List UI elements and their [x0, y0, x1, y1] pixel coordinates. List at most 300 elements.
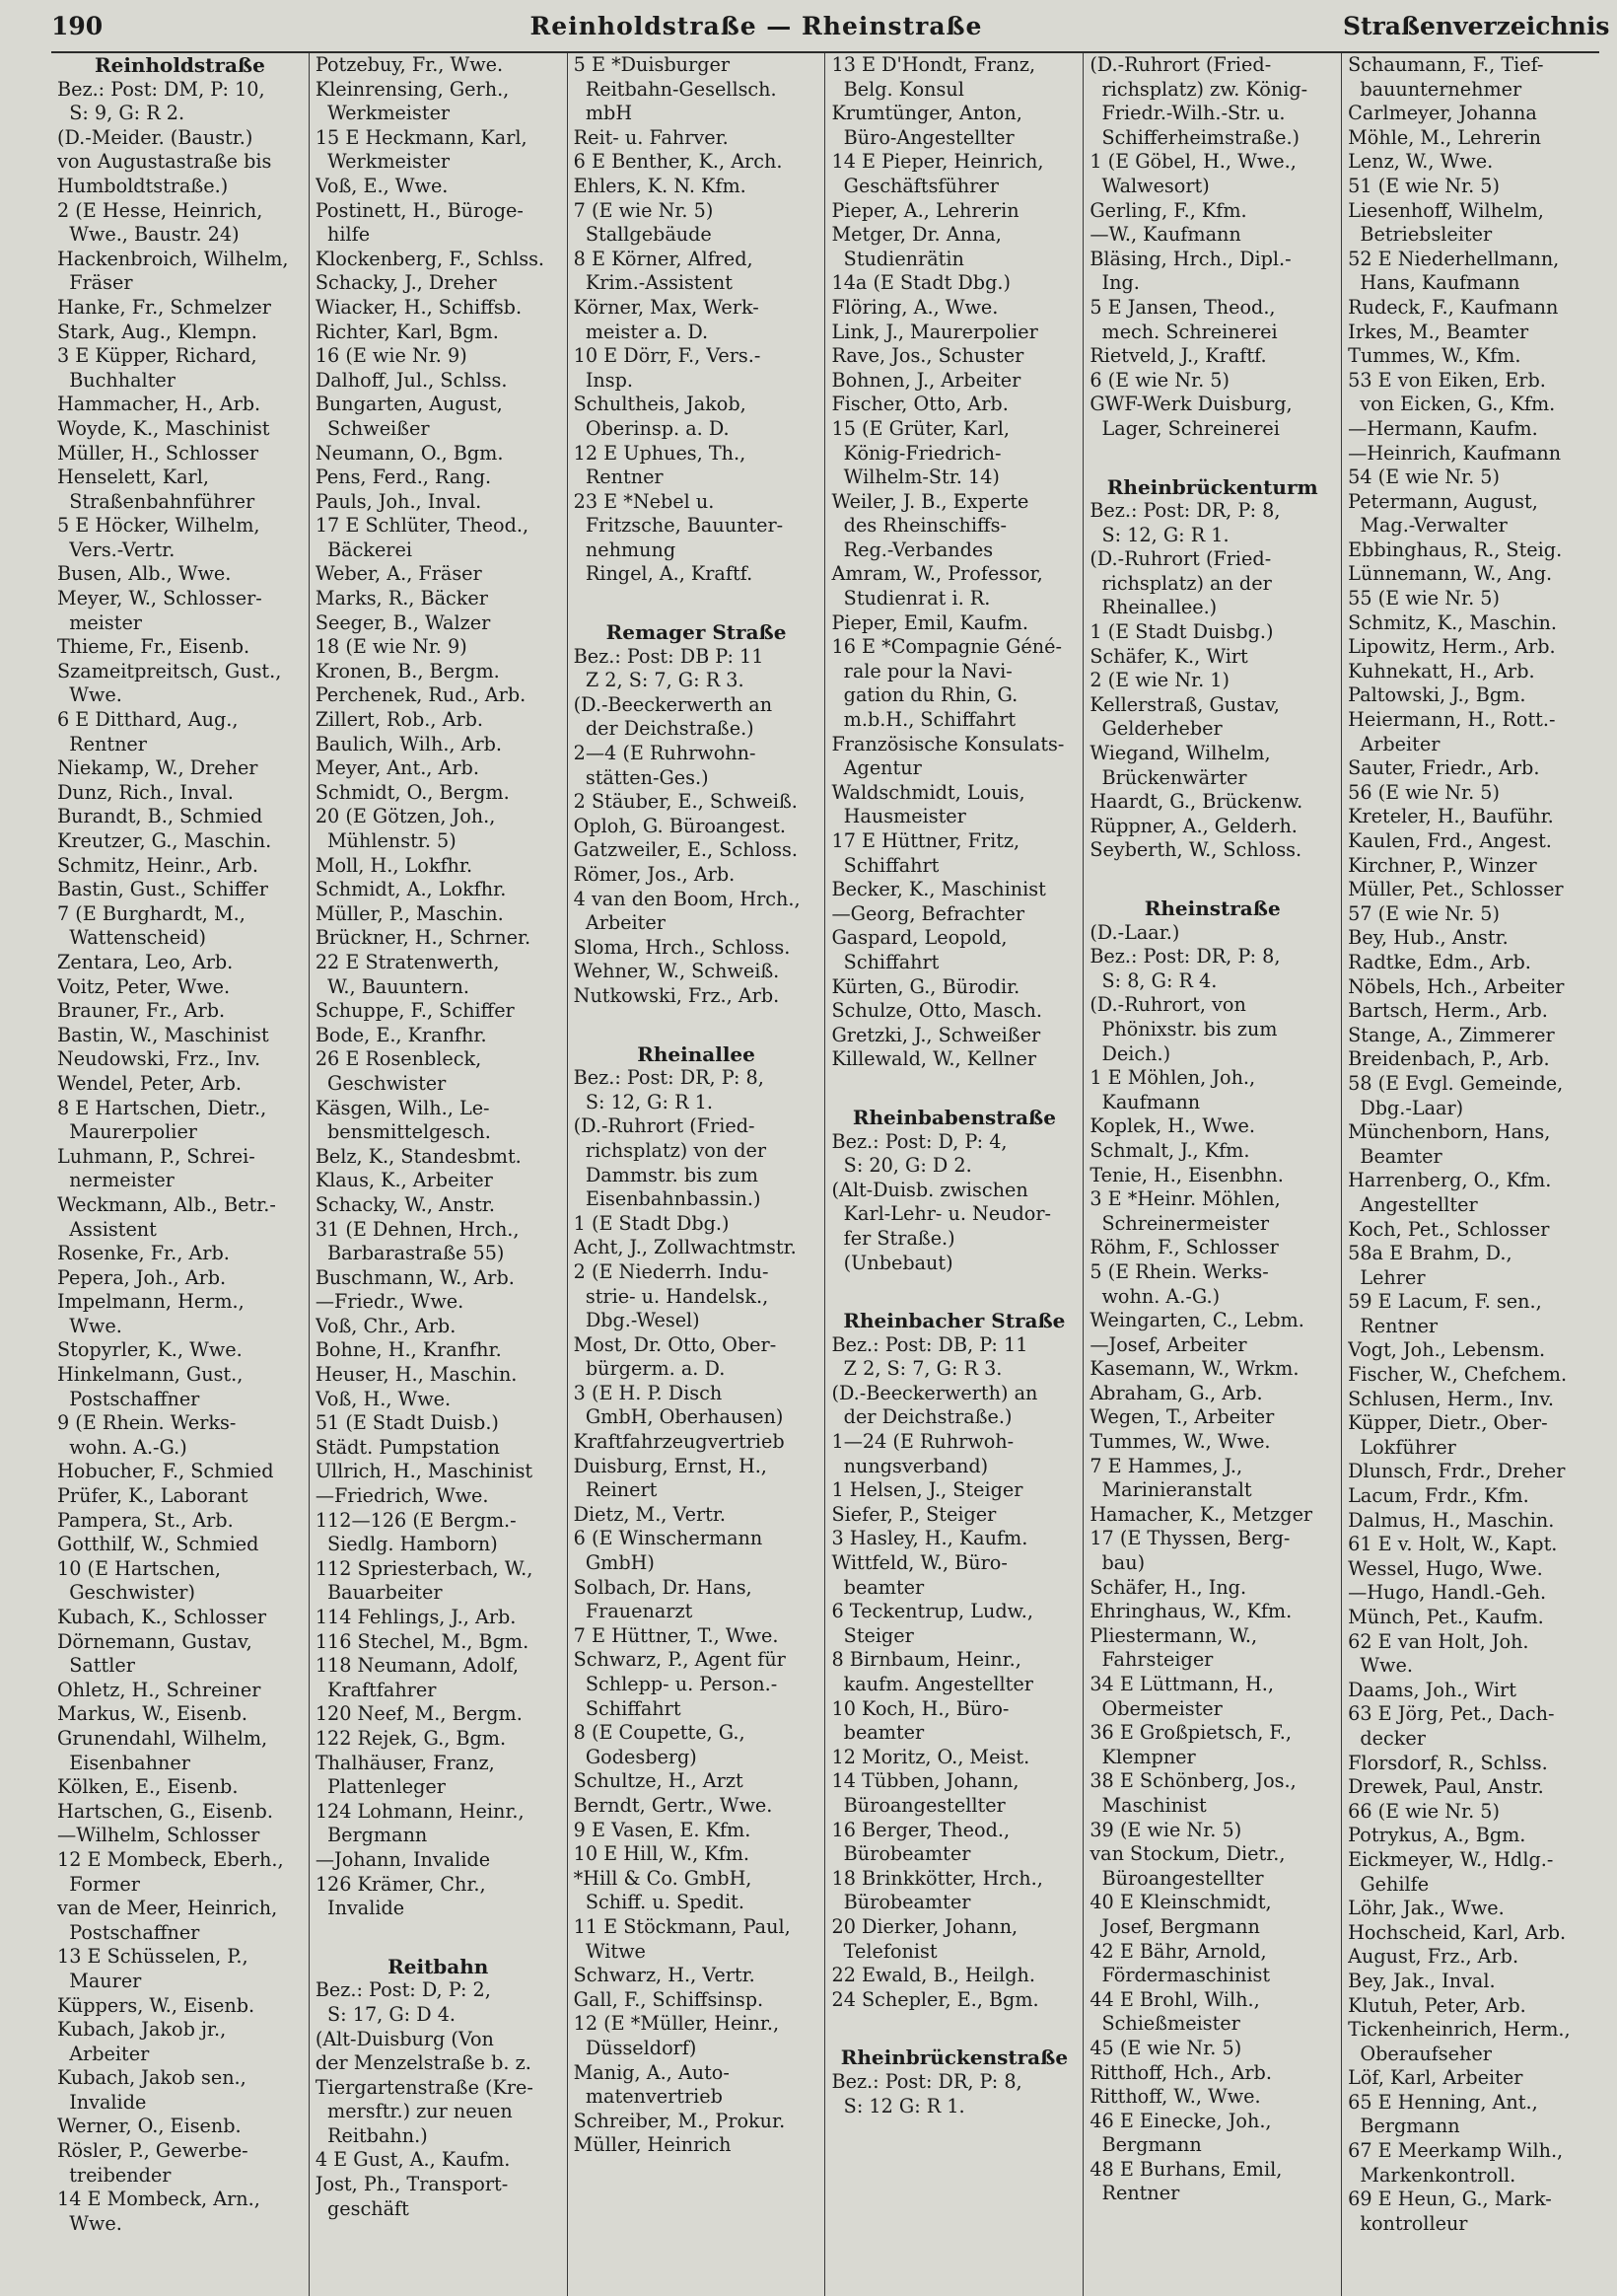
entry-line: von Eicken, G., Kfm. — [1348, 393, 1556, 416]
entry-line: matenvertrieb — [573, 2085, 723, 2109]
entry-line: Rentner — [1090, 2182, 1180, 2205]
entry-line: Richter, Karl, Bgm. — [315, 320, 499, 343]
entry-line: Kubach, K., Schlosser — [57, 1606, 267, 1628]
entry-line: Studienrat i. R. — [831, 587, 991, 610]
entry-line: decker — [1348, 1726, 1426, 1750]
entry-line: strie- u. Handelsk., — [573, 1284, 769, 1308]
entry-line: S: 12, G: R 1. — [573, 1090, 713, 1113]
entry-line: Wwe. — [1348, 1654, 1413, 1678]
entry-line: Schreinermeister — [1090, 1211, 1270, 1235]
entry-line: Hartschen, G., Eisenb. — [57, 1799, 273, 1823]
street-heading: Rheinbacher Straße — [843, 1309, 1066, 1333]
entry-line: Zillert, Rob., Arb. — [315, 708, 483, 732]
entry-line: Wattenscheid) — [57, 926, 207, 950]
entry-line: 12 E Uphues, Th., — [573, 441, 746, 465]
entry-line: Bez.: Post: DM, P: 10, — [57, 77, 265, 101]
entry-line: Belz, K., Standesbmt. — [315, 1144, 522, 1168]
entry-line: Stark, Aug., Klempn. — [57, 320, 257, 343]
entry-line: 14 E Mombeck, Arn., — [57, 2188, 260, 2211]
entry-line: Krumtünger, Anton, — [831, 102, 1022, 125]
entry-line: Werkmeister — [315, 102, 451, 125]
entry-line: Irkes, M., Beamter — [1348, 320, 1529, 343]
entry-line: Schuppe, F., Schiffer — [315, 999, 515, 1023]
entry-line: 13 E D'Hondt, Franz, — [831, 53, 1036, 76]
entry-line: Gaspard, Leopold, — [831, 926, 1008, 950]
entry-line: Assistent — [57, 1217, 157, 1241]
entry-line: Killewald, W., Kellner — [831, 1047, 1037, 1071]
entry-line: Schweißer — [315, 416, 430, 440]
entry-line: (D.-Beeckerwerth) an — [831, 1381, 1038, 1404]
entry-line: bensmittelgesch. — [315, 1120, 491, 1144]
entry-line: Ehlers, K. N. Kfm. — [573, 174, 746, 197]
entry-line: Rheinallee.) — [1090, 596, 1218, 619]
entry-line: beamter — [831, 1721, 925, 1745]
entry-line: geschäft — [315, 2196, 409, 2220]
entry-line: treibender — [57, 2163, 172, 2187]
entry-line: Küpper, Dietr., Ober- — [1348, 1411, 1548, 1435]
entry-line: Flöring, A., Wwe. — [831, 295, 999, 319]
entry-line: 5 E Jansen, Theod., — [1090, 295, 1276, 319]
entry-line: 1—24 (E Ruhrwoh- — [831, 1430, 1015, 1454]
entry-line: 5 (E Rhein. Werks- — [1090, 1259, 1269, 1283]
entry-line: 112—126 (E Bergm.- — [315, 1508, 517, 1532]
entry-line: Postinett, H., Büroge- — [315, 198, 524, 222]
entry-line: —Wilhelm, Schlosser — [57, 1824, 260, 1847]
entry-line: 15 (E Grüter, Karl, — [831, 416, 1010, 440]
entry-line: Link, J., Maurerpolier — [831, 320, 1038, 343]
entry-line: Pens, Ferd., Rang. — [315, 466, 492, 489]
entry-line: Fördermaschinist — [1090, 1964, 1271, 1987]
entry-line: Dietz, M., Vertr. — [573, 1502, 726, 1526]
entry-line: 66 (E wie Nr. 5) — [1348, 1799, 1501, 1823]
entry-line: Insp. — [573, 368, 634, 392]
column-1 — [51, 53, 310, 2296]
entry-line: Gerling, F., Kfm. — [1090, 198, 1247, 222]
entry-line: Sloma, Hrch., Schloss. — [573, 935, 791, 959]
entry-line: Arbeiter — [57, 2042, 150, 2065]
entry-line: 8 E Hartschen, Dietr., — [57, 1096, 267, 1119]
entry-line: Maschinist — [1090, 1793, 1207, 1817]
entry-line: Reinert — [573, 1478, 658, 1502]
entry-line: Schmidt, A., Lokfhr. — [315, 878, 507, 901]
entry-line: meister — [57, 610, 142, 634]
entry-line: Ritthoff, W., Wwe. — [1090, 2085, 1261, 2109]
entry-line: Reitbahn.) — [315, 2123, 428, 2147]
entry-line: Kraftfahrzeugvertrieb — [573, 1430, 785, 1454]
entry-line: Eisenbahnbassin.) — [573, 1187, 761, 1211]
entry-line: Bergmann — [1090, 2133, 1202, 2157]
entry-line: Ringel, A., Kraftf. — [573, 562, 753, 586]
entry-line: 14 Tübben, Johann, — [831, 1769, 1019, 1793]
entry-line: Arbeiter — [1348, 732, 1441, 755]
entry-line: 1 (E Stadt Duisbg.) — [1090, 620, 1274, 644]
entry-line: Bey, Hub., Anstr. — [1348, 926, 1509, 950]
entry-line: Rosenke, Fr., Arb. — [57, 1242, 230, 1265]
entry-line: Mühlenstr. 5) — [315, 829, 457, 852]
entry-line: Bastin, Gust., Schiffer — [57, 878, 268, 901]
entry-line: (D.-Laar.) — [1090, 920, 1180, 944]
entry-line: Schultheis, Jakob, — [573, 393, 746, 416]
entry-line: Humboldtstraße.) — [57, 174, 229, 197]
entry-line: Schmitz, K., Maschin. — [1348, 610, 1557, 634]
entry-line: Studienrätin — [831, 247, 964, 270]
entry-line: wohn. A.-G.) — [1090, 1284, 1221, 1308]
street-heading: Remager Straße — [605, 620, 787, 645]
entry-line: Dörnemann, Gustav, — [57, 1629, 252, 1653]
entry-line: Hamacher, K., Metzger — [1090, 1502, 1313, 1526]
entry-line: 2—4 (E Ruhrwohn- — [573, 742, 756, 765]
entry-line: Schäfer, K., Wirt — [1090, 644, 1248, 668]
entry-line: von Augustastraße bis — [57, 150, 272, 174]
entry-line: fer Straße.) — [831, 1226, 955, 1250]
entry-line: Stallgebäude — [573, 223, 712, 247]
entry-line: Müller, P., Maschin. — [315, 901, 504, 925]
entry-line: Voitz, Peter, Wwe. — [57, 974, 231, 998]
entry-line: Tummes, W., Kfm. — [1348, 344, 1521, 368]
entry-line: Belg. Konsul — [831, 77, 964, 101]
entry-line: (D.-Beeckerwerth an — [573, 692, 773, 716]
street-heading: Rheinbabenstraße — [852, 1105, 1056, 1129]
entry-line: (D.-Ruhrort (Fried- — [1090, 547, 1272, 571]
entry-line: Wwe. — [57, 1314, 122, 1337]
entry-line: Möhle, M., Lehrerin — [1348, 125, 1541, 149]
entry-line: 14 E Pieper, Heinrich, — [831, 150, 1044, 174]
entry-line: Neumann, O., Bgm. — [315, 441, 504, 465]
entry-line: Pauls, Joh., Inval. — [315, 489, 482, 513]
entry-line: Potzebuy, Fr., Wwe. — [315, 53, 504, 76]
entry-line: Fräser — [57, 271, 133, 295]
entry-line: Oberaufseher — [1348, 2042, 1492, 2065]
entry-line: 4 van den Boom, Hrch., — [573, 887, 801, 910]
entry-line: Heiermann, H., Rott.- — [1348, 708, 1556, 732]
entry-line: Invalide — [315, 1897, 405, 1920]
entry-line: Tickenheinrich, Herm., — [1348, 2018, 1571, 2042]
entry-line: 2 (E Niederrh. Indu- — [573, 1259, 769, 1283]
entry-line: Schießmeister — [1090, 2012, 1240, 2036]
entry-line: Perchenek, Rud., Arb. — [315, 683, 527, 707]
entry-line: Hinkelmann, Gust., — [57, 1363, 244, 1387]
entry-line: Marks, R., Bäcker — [315, 587, 488, 610]
entry-line: Pieper, Emil, Kaufm. — [831, 610, 1028, 634]
entry-line: (Alt-Duisburg (Von — [315, 2027, 494, 2050]
entry-line: Dbg.-Wesel) — [573, 1309, 700, 1332]
entry-line: Bez.: Post: DB P: 11 — [573, 644, 764, 668]
entry-line: Steiger — [831, 1623, 914, 1647]
entry-line: —Johann, Invalide — [315, 1847, 491, 1871]
entry-line: Heuser, H., Maschin. — [315, 1363, 518, 1387]
entry-line: hilfe — [315, 223, 371, 247]
entry-line: 10 E Hill, W., Kfm. — [573, 1842, 750, 1866]
column-gap — [574, 1009, 819, 1042]
entry-line: 13 E Schüsselen, P., — [57, 1945, 248, 1969]
entry-line: Busen, Alb., Wwe. — [57, 562, 232, 586]
entry-line: Haardt, G., Brückenw. — [1090, 790, 1303, 814]
entry-line: Geschwister) — [57, 1581, 195, 1605]
entry-line: Rentner — [1348, 1314, 1439, 1337]
entry-line: Plattenleger — [315, 1775, 446, 1799]
entry-line: S: 12, G: R 1. — [1090, 523, 1230, 546]
entry-line: König-Friedrich- — [831, 441, 1002, 465]
entry-line: 124 Lohmann, Heinr., — [315, 1799, 525, 1823]
entry-line: S: 12 G: R 1. — [831, 2094, 965, 2117]
entry-line: Petermann, August, — [1348, 489, 1538, 513]
street-heading: Rheinstraße — [1144, 897, 1281, 920]
column-6 — [1342, 53, 1599, 2296]
entry-line: Lager, Schreinerei — [1090, 416, 1280, 440]
entry-line: Dammstr. bis zum — [573, 1163, 758, 1186]
entry-line: Schacky, W., Anstr. — [315, 1192, 495, 1216]
entry-line: Geschwister — [315, 1071, 447, 1095]
columns — [51, 53, 1599, 2296]
street-heading: Rheinbrückenturm — [1106, 474, 1318, 499]
entry-line: Büroangestellter — [1090, 1866, 1264, 1890]
entry-line: 8 (E Coupette, G., — [573, 1721, 745, 1745]
entry-line: 1 (E Göbel, H., Wwe., — [1090, 150, 1297, 174]
entry-line: Daams, Joh., Wirt — [1348, 1678, 1516, 1701]
entry-line: Radtke, Edm., Arb. — [1348, 950, 1531, 973]
entry-line: 6 E Benther, K., Arch. — [573, 150, 783, 174]
entry-line: 1 Helsen, J., Steiger — [831, 1478, 1023, 1502]
entry-line: S: 8, G: R 4. — [1090, 969, 1218, 992]
entry-line: Münchenborn, Hans, — [1348, 1120, 1551, 1144]
entry-line: 51 (E wie Nr. 5) — [1348, 174, 1501, 197]
entry-line: Amram, W., Professor, — [831, 562, 1043, 586]
entry-line: Weiler, J. B., Experte — [831, 489, 1029, 513]
entry-line: beamter — [831, 1575, 925, 1599]
entry-line: Seeger, B., Walzer — [315, 610, 491, 634]
column-3 — [568, 53, 826, 2296]
entry-line: 52 E Niederhellmann, — [1348, 247, 1560, 270]
entry-line: 118 Neumann, Adolf, — [315, 1654, 519, 1678]
entry-line: Stange, A., Zimmerer — [1348, 1023, 1555, 1046]
entry-line: bau) — [1090, 1551, 1146, 1575]
entry-line: Wwe. — [57, 683, 122, 707]
entry-line: nehmung — [573, 538, 676, 561]
entry-line: Müller, Pet., Schlosser — [1348, 878, 1564, 901]
entry-line: Meyer, W., Schlosser- — [57, 587, 262, 610]
entry-line: GWF-Werk Duisburg, — [1090, 393, 1293, 416]
entry-line: 59 E Lacum, F. sen., — [1348, 1290, 1542, 1314]
entry-line: Markenkontroll. — [1348, 2163, 1516, 2187]
entry-line: 12 Moritz, O., Meist. — [831, 1745, 1030, 1768]
entry-line: Rentner — [573, 466, 664, 489]
entry-line: Neudowski, Frz., Inv. — [57, 1047, 261, 1071]
entry-line: 53 E von Eiken, Erb. — [1348, 368, 1546, 392]
entry-line: 18 Brinkkötter, Hrch., — [831, 1866, 1043, 1890]
entry-line: Niekamp, W., Dreher — [57, 756, 258, 780]
entry-line: Brauner, Fr., Arb. — [57, 999, 226, 1023]
entry-line: Gotthilf, W., Schmied — [57, 1533, 259, 1556]
entry-line: 23 E *Nebel u. — [573, 489, 715, 513]
entry-line: richsplatz) zw. König- — [1090, 77, 1308, 101]
column-2 — [310, 53, 568, 2296]
entry-line: meister a. D. — [573, 320, 709, 343]
entry-line: GmbH) — [573, 1551, 655, 1575]
entry-line: 2 Stäuber, E., Schweiß. — [573, 790, 798, 814]
entry-line: Godesberg) — [573, 1745, 697, 1768]
entry-line: Wessel, Hugo, Wwe. — [1348, 1556, 1543, 1580]
entry-line: Röhm, F., Schlosser — [1090, 1236, 1279, 1259]
entry-line: (D.-Ruhrort (Fried- — [1090, 53, 1272, 76]
entry-line: Klempner — [1090, 1745, 1196, 1768]
entry-line: des Rheinschiffs- — [831, 514, 1007, 538]
entry-line: Walwesort) — [1090, 174, 1210, 197]
entry-line: Lehrer — [1348, 1265, 1426, 1289]
entry-line: Löhr, Jak., Wwe. — [1348, 1897, 1505, 1920]
entry-line: Schlusen, Herm., Inv. — [1348, 1387, 1554, 1410]
entry-line: Schwarz, P., Agent für — [573, 1648, 786, 1672]
entry-line: —Hugo, Handl.-Geh. — [1348, 1581, 1547, 1605]
entry-line: Fritzsche, Bauunter- — [573, 514, 784, 538]
entry-line: 14a (E Stadt Dbg.) — [831, 271, 1011, 295]
entry-line: Bez.: Post: D, P: 4, — [831, 1129, 1008, 1153]
entry-line: Becker, K., Maschinist — [831, 878, 1046, 901]
entry-line: 62 E van Holt, Joh. — [1348, 1629, 1529, 1653]
entry-line: Angestellter — [1348, 1192, 1478, 1216]
entry-line: Waldschmidt, Louis, — [831, 780, 1025, 804]
entry-line: Schultze, H., Arzt — [573, 1769, 743, 1793]
entry-line: Geschäftsführer — [831, 174, 999, 197]
entry-line: Buschmann, W., Arb. — [315, 1265, 515, 1289]
entry-line: 58a E Brahm, D., — [1348, 1242, 1512, 1265]
entry-line: Markus, W., Eisenb. — [57, 1702, 248, 1726]
entry-line: 15 E Heckmann, Karl, — [315, 125, 527, 149]
entry-line: Postschaffner — [57, 1920, 200, 1944]
entry-line: Schiffahrt — [831, 853, 940, 877]
entry-line: (D.-Meider. (Baustr.) — [57, 125, 253, 149]
entry-line: (Alt-Duisb. zwischen — [831, 1178, 1028, 1201]
entry-line: Bürobeamter — [831, 1842, 971, 1866]
entry-line: Müller, H., Schlosser — [57, 441, 259, 465]
entry-line: Tummes, W., Wwe. — [1090, 1430, 1271, 1454]
entry-line: 6 (E wie Nr. 5) — [1090, 368, 1230, 392]
entry-line: Hausmeister — [831, 805, 966, 828]
page-header — [51, 12, 1610, 53]
entry-line: Büroangestellter — [831, 1793, 1006, 1817]
entry-line: Kirchner, P., Winzer — [1348, 853, 1537, 877]
street-heading: Reitbahn — [387, 1954, 489, 1978]
entry-line: Marinieranstalt — [1090, 1478, 1252, 1502]
entry-line: Lokführer — [1348, 1435, 1456, 1459]
entry-line: Kasemann, W., Wrkm. — [1090, 1357, 1300, 1381]
entry-line: Klutuh, Peter, Arb. — [1348, 1993, 1526, 2017]
column-gap — [1090, 442, 1335, 475]
entry-line: 6 E Ditthard, Aug., — [57, 708, 239, 732]
entry-line: Vogt, Joh., Lebensm. — [1348, 1338, 1546, 1362]
entry-line: bauunternehmer — [1348, 77, 1522, 101]
entry-line: Kraftfahrer — [315, 1678, 437, 1701]
entry-line: Kaulen, Frd., Angest. — [1348, 829, 1552, 852]
entry-line: Kleinrensing, Gerh., — [315, 77, 510, 101]
entry-line: Manig, A., Auto- — [573, 2060, 730, 2084]
entry-line: Gatzweiler, E., Schloss. — [573, 838, 798, 862]
entry-line: Former — [57, 1872, 140, 1896]
entry-line: Koplek, H., Wwe. — [1090, 1114, 1255, 1138]
entry-line: 122 Rejek, G., Bgm. — [315, 1726, 507, 1750]
entry-line: nermeister — [57, 1169, 175, 1192]
entry-line: 56 (E wie Nr. 5) — [1348, 780, 1501, 804]
entry-line: 114 Fehlings, J., Arb. — [315, 1606, 517, 1628]
entry-line: Büro-Angestellter — [831, 125, 1015, 149]
entry-line: Bauarbeiter — [315, 1581, 443, 1605]
entry-line: Voß, H., Wwe. — [315, 1387, 452, 1410]
column-gap — [831, 2012, 1077, 2045]
entry-line: kontrolleur — [1348, 2211, 1468, 2235]
entry-line: 5 E *Duisburger — [573, 53, 731, 76]
entry-line: 54 (E wie Nr. 5) — [1348, 466, 1501, 489]
entry-line: Fischer, Otto, Arb. — [831, 393, 1009, 416]
entry-line: Grunendahl, Wilhelm, — [57, 1726, 268, 1750]
entry-line: 58 (E Evgl. Gemeinde, — [1348, 1071, 1564, 1095]
entry-line: Pepera, Joh., Arb. — [57, 1265, 227, 1289]
entry-line: Münch, Pet., Kaufm. — [1348, 1606, 1544, 1628]
entry-line: Schiffahrt — [831, 950, 940, 973]
entry-line: 55 (E wie Nr. 5) — [1348, 587, 1501, 610]
entry-line: Sattler — [57, 1654, 135, 1678]
entry-line: Küppers, W., Eisenb. — [57, 1993, 255, 2017]
entry-line: Ehringhaus, W., Kfm. — [1090, 1600, 1293, 1623]
entry-line: Maurerpolier — [57, 1120, 197, 1144]
entry-line: Bey, Jak., Inval. — [1348, 1969, 1496, 1992]
entry-line: Bez.: Post: DR, P: 8, — [1090, 945, 1281, 969]
entry-line: Oploh, G. Büroangest. — [573, 814, 787, 837]
entry-line: —Georg, Befrachter — [831, 901, 1025, 925]
entry-line: Schreiber, M., Prokur. — [573, 2109, 786, 2132]
entry-line: Rentner — [57, 732, 147, 755]
entry-line: Werkmeister — [315, 150, 451, 174]
entry-line: Wiacker, H., Schiffsb. — [315, 295, 523, 319]
entry-line: Kellerstraß, Gustav, — [1090, 692, 1280, 716]
entry-line: Invalide — [57, 2090, 147, 2114]
entry-line: *Hill & Co. GmbH, — [573, 1866, 752, 1890]
entry-line: Abraham, G., Arb. — [1090, 1381, 1263, 1404]
street-heading: Reinholdstraße — [94, 53, 265, 77]
entry-line: Gall, F., Schiffsinsp. — [573, 1987, 764, 2011]
entry-line: 6 Teckentrup, Ludw., — [831, 1600, 1033, 1623]
entry-line: Hackenbroich, Wilhelm, — [57, 247, 289, 270]
entry-line: Bartsch, Herm., Arb. — [1348, 999, 1548, 1023]
entry-line: Beamter — [1348, 1144, 1442, 1168]
entry-line: wohn. A.-G.) — [57, 1435, 187, 1459]
entry-line: 17 E Hüttner, Fritz, — [831, 829, 1020, 852]
entry-line: 6 (E Winschermann — [573, 1527, 763, 1550]
entry-line: richsplatz) von der — [573, 1138, 767, 1162]
entry-line: Prüfer, K., Laborant — [57, 1484, 248, 1508]
entry-line: —Hermann, Kaufm. — [1348, 416, 1538, 440]
entry-line: Wwe., Baustr. 24) — [57, 223, 240, 247]
entry-line: Baulich, Wilh., Arb. — [315, 732, 503, 755]
entry-line: Berndt, Gertr., Wwe. — [573, 1793, 773, 1817]
entry-line: 112 Spriesterbach, W., — [315, 1556, 533, 1580]
entry-line: Szameitpreitsch, Gust., — [57, 659, 282, 682]
entry-line: Nöbels, Hch., Arbeiter — [1348, 974, 1565, 998]
entry-line: nungsverband) — [831, 1454, 989, 1477]
entry-line: Schiffahrt — [573, 1696, 681, 1720]
running-title: Reinholdstraße — Rheinstraße — [529, 12, 983, 40]
entry-line: (D.-Ruhrort (Fried- — [573, 1114, 755, 1138]
entry-line: der Deichstraße.) — [831, 1405, 1013, 1429]
entry-line: Reit- u. Fahrver. — [573, 125, 729, 149]
entry-line: 7 (E Burghardt, M., — [57, 901, 246, 925]
entry-line: Paltowski, J., Bgm. — [1348, 683, 1526, 707]
page-number: 190 — [51, 12, 104, 40]
entry-line: W., Bauuntern. — [315, 974, 469, 998]
entry-line: Jost, Ph., Transport- — [315, 2173, 509, 2196]
entry-line: Wwe. — [57, 2211, 122, 2235]
entry-line: Ullrich, H., Maschinist — [315, 1460, 533, 1483]
entry-line: Rudeck, F., Kaufmann — [1348, 295, 1559, 319]
entry-line: 69 E Heun, G., Mark- — [1348, 2188, 1552, 2211]
